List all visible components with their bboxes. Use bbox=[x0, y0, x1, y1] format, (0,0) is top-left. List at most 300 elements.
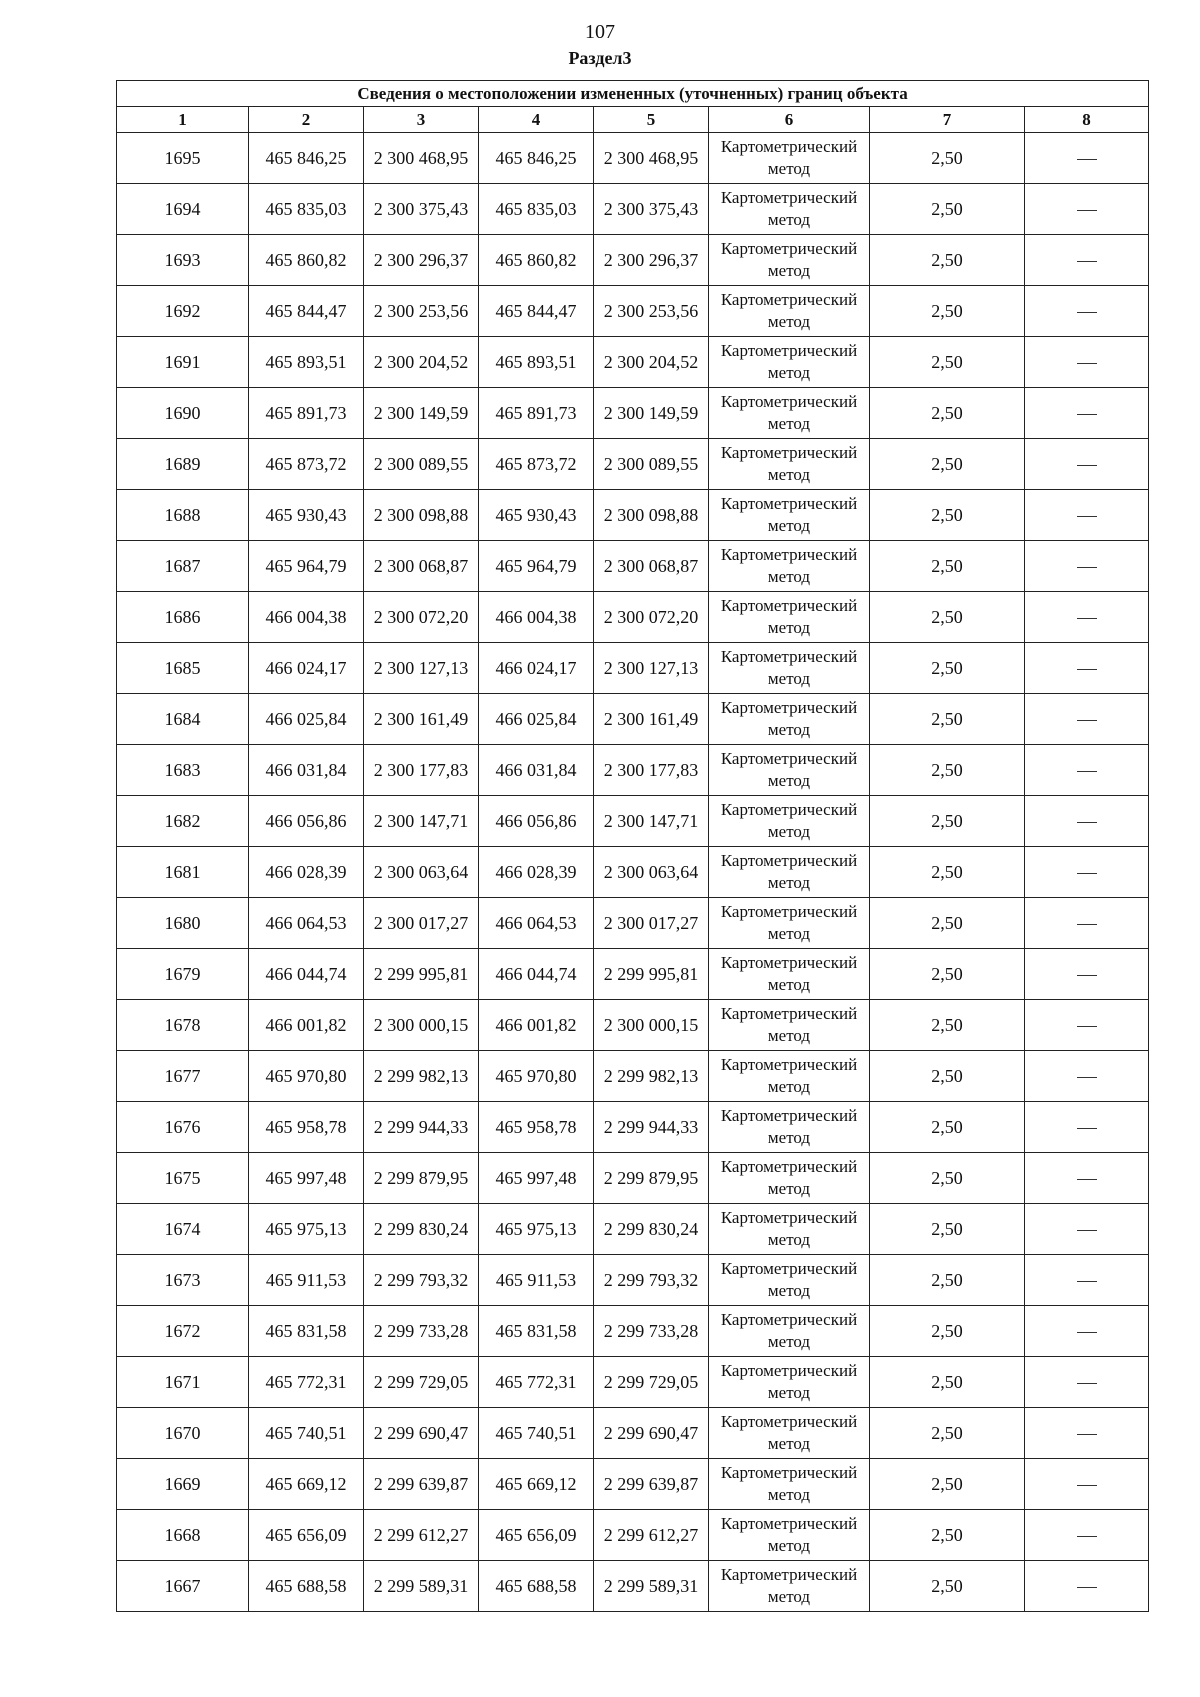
x-new-cell: 465 740,51 bbox=[479, 1408, 594, 1459]
y-old-cell: 2 300 127,13 bbox=[364, 643, 479, 694]
y-old-cell: 2 300 161,49 bbox=[364, 694, 479, 745]
point-number-cell: 1670 bbox=[117, 1408, 249, 1459]
x-old-cell: 466 028,39 bbox=[249, 847, 364, 898]
accuracy-cell: 2,50 bbox=[870, 1561, 1025, 1612]
x-new-cell: 466 056,86 bbox=[479, 796, 594, 847]
x-old-cell: 466 004,38 bbox=[249, 592, 364, 643]
x-old-cell: 465 970,80 bbox=[249, 1051, 364, 1102]
table-row bbox=[117, 337, 1149, 388]
column-header-7: 7 bbox=[870, 107, 1025, 133]
method-cell: Картометрический метод bbox=[709, 1357, 870, 1408]
note-cell bbox=[1025, 184, 1149, 235]
y-new-cell: 2 300 089,55 bbox=[594, 439, 709, 490]
method-cell: Картометрический метод bbox=[709, 1561, 870, 1612]
accuracy-cell: 2,50 bbox=[870, 286, 1025, 337]
method-cell: Картометрический метод bbox=[709, 796, 870, 847]
dash-mark bbox=[1077, 720, 1097, 721]
point-number-cell: 1693 bbox=[117, 235, 249, 286]
method-cell: Картометрический метод bbox=[709, 694, 870, 745]
y-new-cell: 2 300 204,52 bbox=[594, 337, 709, 388]
x-new-cell: 465 893,51 bbox=[479, 337, 594, 388]
y-new-cell: 2 300 017,27 bbox=[594, 898, 709, 949]
accuracy-cell: 2,50 bbox=[870, 133, 1025, 184]
x-new-cell: 465 772,31 bbox=[479, 1357, 594, 1408]
y-new-cell: 2 300 127,13 bbox=[594, 643, 709, 694]
point-number-cell: 1694 bbox=[117, 184, 249, 235]
x-new-cell: 465 964,79 bbox=[479, 541, 594, 592]
accuracy-cell: 2,50 bbox=[870, 1408, 1025, 1459]
table-row bbox=[117, 1153, 1149, 1204]
y-new-cell: 2 300 063,64 bbox=[594, 847, 709, 898]
note-cell bbox=[1025, 388, 1149, 439]
accuracy-cell: 2,50 bbox=[870, 1102, 1025, 1153]
accuracy-cell: 2,50 bbox=[870, 1153, 1025, 1204]
dash-mark bbox=[1077, 618, 1097, 619]
x-new-cell: 465 997,48 bbox=[479, 1153, 594, 1204]
x-old-cell: 465 688,58 bbox=[249, 1561, 364, 1612]
accuracy-cell: 2,50 bbox=[870, 592, 1025, 643]
table-row bbox=[117, 592, 1149, 643]
x-new-cell: 466 064,53 bbox=[479, 898, 594, 949]
y-old-cell: 2 299 995,81 bbox=[364, 949, 479, 1000]
method-cell: Картометрический метод bbox=[709, 133, 870, 184]
note-cell bbox=[1025, 949, 1149, 1000]
x-old-cell: 466 024,17 bbox=[249, 643, 364, 694]
accuracy-cell: 2,50 bbox=[870, 643, 1025, 694]
method-cell: Картометрический метод bbox=[709, 745, 870, 796]
note-cell bbox=[1025, 592, 1149, 643]
column-header-3: 3 bbox=[364, 107, 479, 133]
accuracy-cell: 2,50 bbox=[870, 1255, 1025, 1306]
point-number-cell: 1683 bbox=[117, 745, 249, 796]
table-row bbox=[117, 1255, 1149, 1306]
note-cell bbox=[1025, 1306, 1149, 1357]
accuracy-cell: 2,50 bbox=[870, 796, 1025, 847]
accuracy-cell: 2,50 bbox=[870, 541, 1025, 592]
accuracy-cell: 2,50 bbox=[870, 490, 1025, 541]
table-row bbox=[117, 1000, 1149, 1051]
x-new-cell: 465 891,73 bbox=[479, 388, 594, 439]
accuracy-cell: 2,50 bbox=[870, 1510, 1025, 1561]
table-row bbox=[117, 949, 1149, 1000]
note-cell bbox=[1025, 133, 1149, 184]
y-new-cell: 2 299 944,33 bbox=[594, 1102, 709, 1153]
method-cell: Картометрический метод bbox=[709, 949, 870, 1000]
point-number-cell: 1668 bbox=[117, 1510, 249, 1561]
y-new-cell: 2 299 612,27 bbox=[594, 1510, 709, 1561]
y-old-cell: 2 299 612,27 bbox=[364, 1510, 479, 1561]
note-cell bbox=[1025, 694, 1149, 745]
x-old-cell: 465 846,25 bbox=[249, 133, 364, 184]
x-old-cell: 466 025,84 bbox=[249, 694, 364, 745]
dash-mark bbox=[1077, 771, 1097, 772]
point-number-cell: 1687 bbox=[117, 541, 249, 592]
y-new-cell: 2 300 068,87 bbox=[594, 541, 709, 592]
table-row bbox=[117, 745, 1149, 796]
y-new-cell: 2 300 177,83 bbox=[594, 745, 709, 796]
y-old-cell: 2 299 733,28 bbox=[364, 1306, 479, 1357]
x-new-cell: 466 024,17 bbox=[479, 643, 594, 694]
y-new-cell: 2 299 793,32 bbox=[594, 1255, 709, 1306]
accuracy-cell: 2,50 bbox=[870, 184, 1025, 235]
x-old-cell: 466 031,84 bbox=[249, 745, 364, 796]
x-new-cell: 465 844,47 bbox=[479, 286, 594, 337]
x-new-cell: 465 975,13 bbox=[479, 1204, 594, 1255]
accuracy-cell: 2,50 bbox=[870, 745, 1025, 796]
y-old-cell: 2 299 690,47 bbox=[364, 1408, 479, 1459]
x-new-cell: 465 970,80 bbox=[479, 1051, 594, 1102]
note-cell bbox=[1025, 1510, 1149, 1561]
dash-mark bbox=[1077, 1230, 1097, 1231]
y-old-cell: 2 300 017,27 bbox=[364, 898, 479, 949]
y-new-cell: 2 299 830,24 bbox=[594, 1204, 709, 1255]
dash-mark bbox=[1077, 1128, 1097, 1129]
table-row bbox=[117, 1408, 1149, 1459]
x-old-cell: 465 656,09 bbox=[249, 1510, 364, 1561]
x-new-cell: 466 044,74 bbox=[479, 949, 594, 1000]
dash-mark bbox=[1077, 465, 1097, 466]
dash-mark bbox=[1077, 924, 1097, 925]
method-cell: Картометрический метод bbox=[709, 388, 870, 439]
x-new-cell: 465 831,58 bbox=[479, 1306, 594, 1357]
dash-mark bbox=[1077, 975, 1097, 976]
note-cell bbox=[1025, 235, 1149, 286]
note-cell bbox=[1025, 1561, 1149, 1612]
note-cell bbox=[1025, 643, 1149, 694]
column-header-5: 5 bbox=[594, 107, 709, 133]
table-row bbox=[117, 439, 1149, 490]
x-old-cell: 466 001,82 bbox=[249, 1000, 364, 1051]
point-number-cell: 1685 bbox=[117, 643, 249, 694]
y-old-cell: 2 300 149,59 bbox=[364, 388, 479, 439]
accuracy-cell: 2,50 bbox=[870, 1357, 1025, 1408]
point-number-cell: 1677 bbox=[117, 1051, 249, 1102]
method-cell: Картометрический метод bbox=[709, 1000, 870, 1051]
y-old-cell: 2 299 830,24 bbox=[364, 1204, 479, 1255]
y-new-cell: 2 300 296,37 bbox=[594, 235, 709, 286]
y-old-cell: 2 299 639,87 bbox=[364, 1459, 479, 1510]
x-new-cell: 465 958,78 bbox=[479, 1102, 594, 1153]
accuracy-cell: 2,50 bbox=[870, 847, 1025, 898]
y-new-cell: 2 300 375,43 bbox=[594, 184, 709, 235]
y-old-cell: 2 299 982,13 bbox=[364, 1051, 479, 1102]
point-number-cell: 1690 bbox=[117, 388, 249, 439]
point-number-cell: 1695 bbox=[117, 133, 249, 184]
table-row bbox=[117, 133, 1149, 184]
x-old-cell: 465 873,72 bbox=[249, 439, 364, 490]
dash-mark bbox=[1077, 1281, 1097, 1282]
table-row bbox=[117, 847, 1149, 898]
table-caption-row bbox=[117, 81, 1149, 107]
method-cell: Картометрический метод bbox=[709, 439, 870, 490]
point-number-cell: 1678 bbox=[117, 1000, 249, 1051]
dash-mark bbox=[1077, 873, 1097, 874]
dash-mark bbox=[1077, 414, 1097, 415]
note-cell bbox=[1025, 439, 1149, 490]
x-new-cell: 466 025,84 bbox=[479, 694, 594, 745]
x-new-cell: 465 911,53 bbox=[479, 1255, 594, 1306]
method-cell: Картометрический метод bbox=[709, 1204, 870, 1255]
table-row bbox=[117, 490, 1149, 541]
method-cell: Картометрический метод bbox=[709, 643, 870, 694]
method-cell: Картометрический метод bbox=[709, 490, 870, 541]
dash-mark bbox=[1077, 1587, 1097, 1588]
y-old-cell: 2 299 729,05 bbox=[364, 1357, 479, 1408]
point-number-cell: 1673 bbox=[117, 1255, 249, 1306]
method-cell: Картометрический метод bbox=[709, 184, 870, 235]
dash-mark bbox=[1077, 1383, 1097, 1384]
y-new-cell: 2 299 589,31 bbox=[594, 1561, 709, 1612]
note-cell bbox=[1025, 898, 1149, 949]
dash-mark bbox=[1077, 159, 1097, 160]
table-row bbox=[117, 898, 1149, 949]
accuracy-cell: 2,50 bbox=[870, 1000, 1025, 1051]
point-number-cell: 1675 bbox=[117, 1153, 249, 1204]
note-cell bbox=[1025, 1102, 1149, 1153]
table-row bbox=[117, 1306, 1149, 1357]
table-row bbox=[117, 235, 1149, 286]
note-cell bbox=[1025, 1153, 1149, 1204]
dash-mark bbox=[1077, 210, 1097, 211]
note-cell bbox=[1025, 745, 1149, 796]
y-old-cell: 2 300 177,83 bbox=[364, 745, 479, 796]
accuracy-cell: 2,50 bbox=[870, 898, 1025, 949]
point-number-cell: 1671 bbox=[117, 1357, 249, 1408]
note-cell bbox=[1025, 1255, 1149, 1306]
y-old-cell: 2 300 072,20 bbox=[364, 592, 479, 643]
note-cell bbox=[1025, 1000, 1149, 1051]
x-new-cell: 465 860,82 bbox=[479, 235, 594, 286]
y-new-cell: 2 300 098,88 bbox=[594, 490, 709, 541]
accuracy-cell: 2,50 bbox=[870, 1459, 1025, 1510]
x-new-cell: 465 669,12 bbox=[479, 1459, 594, 1510]
y-new-cell: 2 300 072,20 bbox=[594, 592, 709, 643]
point-number-cell: 1681 bbox=[117, 847, 249, 898]
x-new-cell: 466 001,82 bbox=[479, 1000, 594, 1051]
point-number-cell: 1684 bbox=[117, 694, 249, 745]
dash-mark bbox=[1077, 822, 1097, 823]
accuracy-cell: 2,50 bbox=[870, 1204, 1025, 1255]
method-cell: Картометрический метод bbox=[709, 1153, 870, 1204]
y-old-cell: 2 300 204,52 bbox=[364, 337, 479, 388]
table-row bbox=[117, 541, 1149, 592]
table-row bbox=[117, 286, 1149, 337]
point-number-cell: 1689 bbox=[117, 439, 249, 490]
x-old-cell: 465 930,43 bbox=[249, 490, 364, 541]
x-new-cell: 465 873,72 bbox=[479, 439, 594, 490]
x-old-cell: 465 975,13 bbox=[249, 1204, 364, 1255]
x-new-cell: 465 656,09 bbox=[479, 1510, 594, 1561]
note-cell bbox=[1025, 1051, 1149, 1102]
dash-mark bbox=[1077, 312, 1097, 313]
dash-mark bbox=[1077, 363, 1097, 364]
column-header-4: 4 bbox=[479, 107, 594, 133]
y-old-cell: 2 300 253,56 bbox=[364, 286, 479, 337]
accuracy-cell: 2,50 bbox=[870, 337, 1025, 388]
x-old-cell: 465 964,79 bbox=[249, 541, 364, 592]
y-new-cell: 2 299 879,95 bbox=[594, 1153, 709, 1204]
column-number-row bbox=[117, 107, 1149, 133]
x-old-cell: 465 958,78 bbox=[249, 1102, 364, 1153]
dash-mark bbox=[1077, 1077, 1097, 1078]
method-cell: Картометрический метод bbox=[709, 1051, 870, 1102]
x-old-cell: 465 860,82 bbox=[249, 235, 364, 286]
x-old-cell: 465 772,31 bbox=[249, 1357, 364, 1408]
x-old-cell: 465 911,53 bbox=[249, 1255, 364, 1306]
table-row bbox=[117, 1051, 1149, 1102]
x-old-cell: 466 056,86 bbox=[249, 796, 364, 847]
dash-mark bbox=[1077, 1536, 1097, 1537]
table-row bbox=[117, 388, 1149, 439]
y-new-cell: 2 299 982,13 bbox=[594, 1051, 709, 1102]
table-row bbox=[117, 1102, 1149, 1153]
x-new-cell: 465 846,25 bbox=[479, 133, 594, 184]
x-new-cell: 466 004,38 bbox=[479, 592, 594, 643]
y-old-cell: 2 300 089,55 bbox=[364, 439, 479, 490]
point-number-cell: 1682 bbox=[117, 796, 249, 847]
method-cell: Картометрический метод bbox=[709, 541, 870, 592]
table-row bbox=[117, 1561, 1149, 1612]
point-number-cell: 1674 bbox=[117, 1204, 249, 1255]
point-number-cell: 1688 bbox=[117, 490, 249, 541]
point-number-cell: 1680 bbox=[117, 898, 249, 949]
y-old-cell: 2 300 296,37 bbox=[364, 235, 479, 286]
table-row bbox=[117, 1357, 1149, 1408]
method-cell: Картометрический метод bbox=[709, 1255, 870, 1306]
y-new-cell: 2 299 639,87 bbox=[594, 1459, 709, 1510]
point-number-cell: 1672 bbox=[117, 1306, 249, 1357]
dash-mark bbox=[1077, 567, 1097, 568]
table-row bbox=[117, 1510, 1149, 1561]
point-number-cell: 1692 bbox=[117, 286, 249, 337]
method-cell: Картометрический метод bbox=[709, 337, 870, 388]
table-row bbox=[117, 796, 1149, 847]
accuracy-cell: 2,50 bbox=[870, 949, 1025, 1000]
x-old-cell: 465 740,51 bbox=[249, 1408, 364, 1459]
x-new-cell: 466 031,84 bbox=[479, 745, 594, 796]
column-header-8: 8 bbox=[1025, 107, 1149, 133]
y-new-cell: 2 300 149,59 bbox=[594, 388, 709, 439]
y-new-cell: 2 299 733,28 bbox=[594, 1306, 709, 1357]
x-new-cell: 465 930,43 bbox=[479, 490, 594, 541]
x-old-cell: 465 669,12 bbox=[249, 1459, 364, 1510]
note-cell bbox=[1025, 1204, 1149, 1255]
y-new-cell: 2 299 995,81 bbox=[594, 949, 709, 1000]
point-number-cell: 1667 bbox=[117, 1561, 249, 1612]
dash-mark bbox=[1077, 516, 1097, 517]
note-cell bbox=[1025, 1408, 1149, 1459]
accuracy-cell: 2,50 bbox=[870, 388, 1025, 439]
method-cell: Картометрический метод bbox=[709, 898, 870, 949]
accuracy-cell: 2,50 bbox=[870, 1306, 1025, 1357]
method-cell: Картометрический метод bbox=[709, 235, 870, 286]
x-old-cell: 466 044,74 bbox=[249, 949, 364, 1000]
note-cell bbox=[1025, 847, 1149, 898]
note-cell bbox=[1025, 337, 1149, 388]
y-old-cell: 2 300 068,87 bbox=[364, 541, 479, 592]
column-header-1: 1 bbox=[117, 107, 249, 133]
y-old-cell: 2 300 375,43 bbox=[364, 184, 479, 235]
x-old-cell: 465 844,47 bbox=[249, 286, 364, 337]
accuracy-cell: 2,50 bbox=[870, 1051, 1025, 1102]
method-cell: Картометрический метод bbox=[709, 1102, 870, 1153]
y-new-cell: 2 300 468,95 bbox=[594, 133, 709, 184]
x-old-cell: 465 893,51 bbox=[249, 337, 364, 388]
y-old-cell: 2 299 793,32 bbox=[364, 1255, 479, 1306]
table-row bbox=[117, 694, 1149, 745]
dash-mark bbox=[1077, 1485, 1097, 1486]
x-new-cell: 466 028,39 bbox=[479, 847, 594, 898]
y-old-cell: 2 300 468,95 bbox=[364, 133, 479, 184]
point-number-cell: 1676 bbox=[117, 1102, 249, 1153]
dash-mark bbox=[1077, 261, 1097, 262]
note-cell bbox=[1025, 1357, 1149, 1408]
y-new-cell: 2 300 000,15 bbox=[594, 1000, 709, 1051]
page-number: 107 bbox=[585, 21, 615, 43]
y-old-cell: 2 300 098,88 bbox=[364, 490, 479, 541]
y-old-cell: 2 300 000,15 bbox=[364, 1000, 479, 1051]
dash-mark bbox=[1077, 1026, 1097, 1027]
column-header-6: 6 bbox=[709, 107, 870, 133]
y-new-cell: 2 300 253,56 bbox=[594, 286, 709, 337]
point-number-cell: 1669 bbox=[117, 1459, 249, 1510]
y-new-cell: 2 299 729,05 bbox=[594, 1357, 709, 1408]
method-cell: Картометрический метод bbox=[709, 1408, 870, 1459]
note-cell bbox=[1025, 796, 1149, 847]
table-row bbox=[117, 184, 1149, 235]
column-header-2: 2 bbox=[249, 107, 364, 133]
table-row bbox=[117, 1459, 1149, 1510]
x-old-cell: 466 064,53 bbox=[249, 898, 364, 949]
table-body bbox=[117, 133, 1149, 1612]
x-new-cell: 465 835,03 bbox=[479, 184, 594, 235]
y-old-cell: 2 299 589,31 bbox=[364, 1561, 479, 1612]
section-title: Раздел3 bbox=[568, 48, 632, 68]
point-number-cell: 1691 bbox=[117, 337, 249, 388]
method-cell: Картометрический метод bbox=[709, 592, 870, 643]
method-cell: Картометрический метод bbox=[709, 1306, 870, 1357]
note-cell bbox=[1025, 286, 1149, 337]
y-old-cell: 2 299 879,95 bbox=[364, 1153, 479, 1204]
note-cell bbox=[1025, 1459, 1149, 1510]
dash-mark bbox=[1077, 1434, 1097, 1435]
note-cell bbox=[1025, 490, 1149, 541]
y-new-cell: 2 299 690,47 bbox=[594, 1408, 709, 1459]
y-old-cell: 2 299 944,33 bbox=[364, 1102, 479, 1153]
note-cell bbox=[1025, 541, 1149, 592]
coordinates-table bbox=[116, 80, 1149, 1612]
method-cell: Картометрический метод bbox=[709, 847, 870, 898]
table-caption: Сведения о местоположении измененных (уточненных) границ объекта bbox=[117, 81, 1149, 107]
x-old-cell: 465 835,03 bbox=[249, 184, 364, 235]
y-old-cell: 2 300 063,64 bbox=[364, 847, 479, 898]
table-row bbox=[117, 643, 1149, 694]
method-cell: Картометрический метод bbox=[709, 286, 870, 337]
x-old-cell: 465 831,58 bbox=[249, 1306, 364, 1357]
accuracy-cell: 2,50 bbox=[870, 694, 1025, 745]
accuracy-cell: 2,50 bbox=[870, 439, 1025, 490]
dash-mark bbox=[1077, 1332, 1097, 1333]
x-old-cell: 465 997,48 bbox=[249, 1153, 364, 1204]
x-new-cell: 465 688,58 bbox=[479, 1561, 594, 1612]
point-number-cell: 1686 bbox=[117, 592, 249, 643]
dash-mark bbox=[1077, 669, 1097, 670]
dash-mark bbox=[1077, 1179, 1097, 1180]
y-new-cell: 2 300 147,71 bbox=[594, 796, 709, 847]
table-row bbox=[117, 1204, 1149, 1255]
x-old-cell: 465 891,73 bbox=[249, 388, 364, 439]
method-cell: Картометрический метод bbox=[709, 1510, 870, 1561]
